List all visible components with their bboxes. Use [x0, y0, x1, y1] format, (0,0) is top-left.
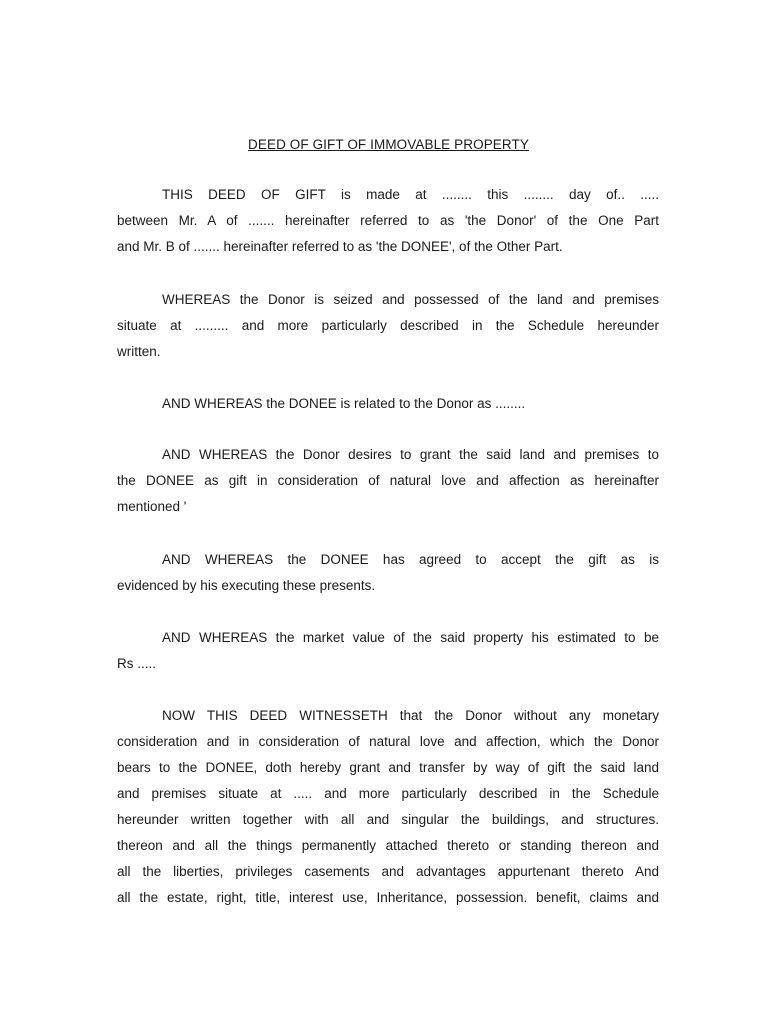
paragraph-line: all the estate, right, title, interest use, Inheritance, possession. benefit, claims and — [117, 890, 659, 905]
paragraph-line: AND WHEREAS the DONEE has agreed to accept the gift as is — [162, 552, 659, 567]
paragraph-line: all the liberties, privileges casements and advantages appurtenant thereto And — [117, 864, 659, 879]
paragraph-line: evidenced by his executing these presents. — [117, 578, 376, 593]
paragraph-line: AND WHEREAS the DONEE is related to the Donor as ........ — [162, 396, 526, 411]
document-title: DEED OF GIFT OF IMMOVABLE PROPERTY — [248, 137, 529, 152]
paragraph-now-witnesseth — [117, 703, 659, 911]
paragraph-whereas-seized — [117, 287, 659, 365]
paragraph-line: and Mr. B of ....... hereinafter referred to as 'the DONEE', of the Other Part. — [117, 239, 563, 254]
paragraph-line: bears to the DONEE, doth hereby grant and transfer by way of gift the said land — [117, 760, 659, 775]
paragraph-whereas-related — [117, 391, 659, 417]
paragraph-line: the DONEE as gift in consideration of natural love and affection as hereinafter — [117, 473, 659, 488]
paragraph-line: WHEREAS the Donor is seized and possessed of the land and premises — [162, 292, 659, 307]
paragraph-line: Rs ..... — [117, 656, 157, 671]
paragraph-line: hereunder written together with all and singular the buildings, and structures. — [117, 812, 659, 827]
paragraph-line: consideration and in consideration of natural love and affection, which the Donor — [117, 734, 659, 749]
paragraph-line: and premises situate at ..... and more particularly described in the Schedule — [117, 786, 659, 801]
paragraph-line: mentioned ' — [117, 499, 187, 514]
paragraph-whereas-desires — [117, 442, 659, 520]
paragraph-line: situate at ......... and more particularly described in the Schedule hereunder — [117, 318, 659, 333]
paragraph-line: NOW THIS DEED WITNESSETH that the Donor without any monetary — [162, 708, 659, 723]
paragraph-line: thereon and all the things permanently attached thereto or standing thereon and — [117, 838, 659, 853]
paragraph-deed-intro — [117, 182, 659, 260]
paragraph-line: AND WHEREAS the market value of the said property his estimated to be — [162, 630, 659, 645]
paragraph-line: between Mr. A of ....... hereinafter referred to as 'the Donor' of the One Part — [117, 213, 659, 228]
paragraph-line: THIS DEED OF GIFT is made at ........ this ........ day of.. ..... — [162, 187, 659, 202]
paragraph-line: AND WHEREAS the Donor desires to grant the said land and premises to — [162, 447, 659, 462]
paragraph-whereas-accept — [117, 547, 659, 599]
paragraph-whereas-market-value — [117, 625, 659, 677]
paragraph-line: written. — [117, 344, 161, 359]
